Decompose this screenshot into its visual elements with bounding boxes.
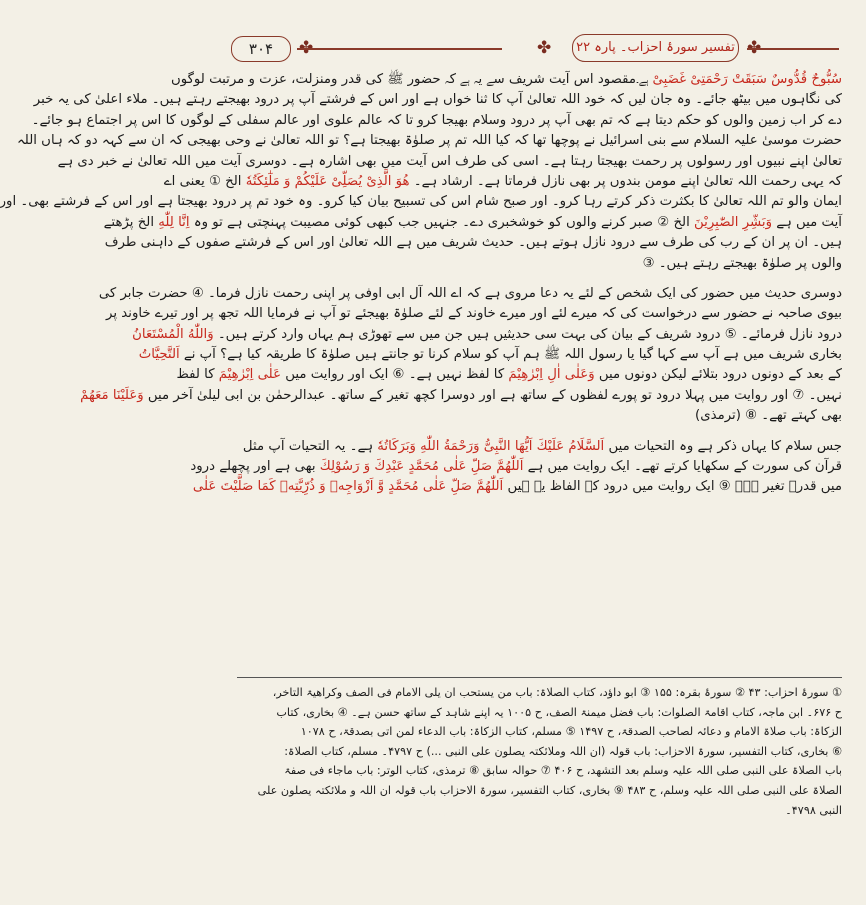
text-line [237, 254, 842, 274]
text-run: آیت میں ہے [772, 214, 842, 230]
text-run: دوسری حدیث میں حضور کی ایک شخص کے لئے یہ دعا مروی ہے کہ اے اللہ آل ابی اوفی پر اپنی رحمت نازل فرما۔ ④ حضرت جابر کی [98, 285, 842, 301]
text-run: نہیں۔ ⑦ اور روایت میں پہلا درود تو پورے لفظوں کے ساتھ ہے اور دوسرا کچھ تغیر کے ساتھ۔ عبدالرحمٰن بن ابی لیلیٰ آخر میں [143, 387, 842, 403]
arabic-quote: وَبَشِّرِ الصّٰبِرِيْنَ [694, 214, 773, 230]
text-run: میں قدرے تغیر ہے۔ ⑨ ایک روایت میں درود کے الفاظ یہ ہیں [503, 479, 842, 495]
text-line [104, 233, 842, 253]
arabic-quote: اَللّٰهُمَّ صَلِّ عَلٰی مُحَمَّدٍ عَبْدِكَ وَ رَسُوْلِكَ [319, 459, 524, 475]
arabic-quote: وَعَلٰی اٰلِ اِبْرٰهِيْمَ [508, 367, 595, 383]
text-run: الخ ① یعنی اے [163, 173, 246, 189]
arabic-quote: اِنَّا لِلّٰهِ [158, 214, 190, 230]
text-line [0, 192, 842, 212]
text-run: جس سلام کا یہاں ذکر ہے وہ التحیات میں [604, 438, 842, 454]
text-line [106, 304, 842, 324]
text-run: کا لفظ [176, 367, 219, 383]
arabic-quote: وَاللّٰهُ الْمُسْتَعَانُ [132, 326, 214, 342]
text-line [31, 111, 842, 131]
paragraph [190, 437, 842, 498]
footnote-line: ⑥ بخاری، کتاب التفسیر، سورۃ الاحزاب: باب قولہ (ان اللہ وملائکتہ یصلون علی النبی ...) ح ۴۷۹۷۔ مسلم، کتاب الصلاۃ: [284, 744, 842, 758]
text-run: والوں پر صلوٰۃ بھیجتے رہتے ہیں۔ ③ [642, 255, 842, 271]
running-title: تفسیر سورۂ احزاب۔ پارہ ۲۲ [572, 34, 739, 62]
text-run: تعالیٰ اپنے نبیوں اور رسولوں پر رحمت بھیجتا رہتا ہے۔ اسی کی طرف اس آیت میں بھی اشارہ ہے۔ دوسری آیت میں اللہ تعالیٰ نے خبر دی ہے [57, 153, 842, 169]
ornament-icon: ✤ [537, 38, 552, 58]
text-line [138, 345, 842, 365]
footnote-line: باب الصلاۃ علی النبی صلی اللہ علیہ وسلم بعد التشھد، ح ۴۰۶ ⑦ حوالہ سابق ⑧ ترمذی، کتاب الوتر: باب ماجاء فی صفۃ [284, 764, 842, 778]
footnote-line: الزکاۃ: باب صلاۃ الامام و دعائہ لصاحب الصدقۃ، ح ۱۴۹۷ ⑤ مسلم، کتاب الزکاۃ: باب الدعاء لمن اتی بصدقۃ، ح ۱۰۷۸ [300, 725, 842, 739]
footnote-divider [237, 677, 842, 678]
text-run: الخ ② صبر کرنے والوں کو خوشخبری دے۔ جنہیں جب کبھی کوئی مصیبت پہنچتی ہے تو وہ [189, 214, 695, 230]
text-run: دے کر اب زمین والوں کو حکم دیتا ہے کہ تم بھی آپ پر درود وسلام بھیجا کرو تا کہ عالم علوی اور عالم سفلی کے لوگوں کا اس پر اجتماع ہو جائے۔ [31, 112, 842, 128]
page-number: ۳۰۴ [231, 36, 291, 62]
text-run: بھی کہتے تھے۔ ⑧ (ترمذی) [695, 408, 842, 424]
text-run: بیوی صاحبہ نے حضور سے درخواست کی کہ میرے لئے اور میرے خاوند کے لئے صلوٰۃ بھیجئے تو آپ نے فرمایا اللہ تجھ پر اور تیرے خاوند پر [106, 306, 842, 322]
text-line [132, 325, 842, 345]
text-run: کے بعد کے دونوں درود بتلائے لیکن دونوں میں [594, 367, 842, 383]
arabic-quote: وَعَلَيْنَا مَعَهُمْ [80, 387, 144, 403]
main-text [0, 70, 842, 506]
page-header [227, 34, 851, 64]
arabic-quote: اَللّٰهُمَّ صَلِّ عَلٰی مُحَمَّدٍ وَّ اَزْوَاجِهٖ وَ ذُرِّيَّتِهٖ كَمَا صَلَّيْتَ عَلٰی [192, 479, 504, 495]
text-run: ایمان والو تم اللہ تعالیٰ کا بکثرت ذکر کرتے رہا کرو۔ اور صبح شام اس کی تسبیح بیان کیا کرو۔ وہ خود تم پر درود بھیجتا ہے اور اس کے فرشتے بھی۔ اور [0, 194, 842, 210]
text-run: حضرت موسیٰ علیہ السلام سے بنی اسرائیل نے پوچھا تھا کہ کیا اللہ تم پر صلوٰۃ بھیجتا ہے؟ تو اللہ تعالیٰ نے وحی بھیجی کہ ان سے کہہ دو کہ ہاں اللہ [17, 133, 842, 149]
header-rule [747, 48, 839, 50]
text-run: درود نازل فرمائے۔ ⑤ درود شریف کے بیان کی بہت سی حدیثیں ہیں جن میں سے تھوڑی ہم یہاں وارد کرتے ہیں۔ [213, 326, 842, 342]
text-line [33, 90, 842, 110]
arabic-quote: سُبُّوحٌ قُدُّوسٌ سَبَقَتْ رَحْمَتِیْ غَضَبِیْ [648, 72, 842, 87]
text-run: ہے۔مقصود اس آیت شریف سے یہ ہے کہ حضور ﷺ کی قدر ومنزلت، عزت و مرتبت لوگوں [170, 72, 649, 87]
text-line [192, 477, 842, 497]
text-run: بھی ہے اور پچھلے درود [190, 459, 320, 475]
text-line [103, 213, 842, 233]
arabic-quote: هُوَ الَّذِیْ يُصَلِّیْ عَلَيْكُمْ وَ مَلٰٓئِكَتُهٗ [245, 173, 410, 189]
text-line [163, 172, 842, 192]
text-line [80, 386, 842, 406]
footnote-line: ① سورۂ احزاب: ۴۳ ② سورۂ بقرہ: ۱۵۵ ③ ابو داؤد، کتاب الصلاۃ: باب من یستحب ان یلی الامام فی الصف وکراھیۃ التاخر، [272, 686, 842, 699]
footnote-line: النبی ۴۷۹۸۔ [785, 803, 842, 817]
text-line [237, 406, 842, 426]
text-run: کی نگاہوں میں بیٹھ جائے۔ وہ جان لیں کہ خود اللہ تعالیٰ آپ کا ثنا خواں ہے اور اس کے فرشتے آپ پر درود بھیجتے رہتے ہیں۔ ملاء اعلیٰ کی یہ خبر [33, 92, 842, 108]
text-run: قرآن کی سورت کے سکھایا کرتے تھے۔ ایک روایت میں ہے [523, 459, 842, 475]
text-line [57, 152, 842, 172]
arabic-quote: عَلٰی اِبْرٰهِيْمَ [218, 367, 282, 383]
footnote-line: ح ۶۷۶۔ ابن ماجہ، کتاب اقامۃ الصلوات: باب فضل میمنۃ الصف، ح ۱۰۰۵ یہ اپنے شاہد کے ساتھ حسن ہے۔ ④ بخاری، کتاب [276, 705, 842, 719]
text-run: الخ پڑھتے [103, 214, 159, 230]
text-run: کا لفظ نہیں ہے۔ ⑥ ایک اور روایت میں [281, 367, 509, 383]
paragraph [80, 284, 842, 427]
text-line [17, 131, 842, 151]
text-run: کہ یہی رحمت اللہ تعالیٰ اپنے مومن بندوں پر بھی نازل فرماتا ہے۔ ارشاد ہے۔ [409, 173, 842, 189]
text-line [176, 365, 842, 385]
text-line [237, 437, 842, 457]
text-run: بخاری شریف میں ہے آپ سے کہا گیا یا رسول اللہ ﷺ ہم آپ کو سلام کرنا تو جانتے ہیں صلوٰۃ کا طریقہ کیا ہے؟ آپ نے [179, 347, 842, 363]
footnote-line: الصلاۃ علی النبی صلی اللہ علیہ وسلم، ح ۴۸۳ ⑨ بخاری، کتاب التفسیر، سورۃ الاحزاب باب قولہ ان اللہ و ملائکتہ یصلون علی [257, 783, 842, 797]
text-run: ہے۔ یہ التحیات آپ مثل [242, 438, 378, 454]
footnotes [237, 683, 842, 820]
arabic-quote: اَلتَّحِيَّاتُ [138, 347, 180, 363]
text-run: ہیں۔ ان پر ان کے رب کی طرف سے درود نازل ہوتے ہیں۔ حدیث شریف میں ہے اللہ تعالیٰ اور اس کے فرشتے صفوں کے داہنی طرف [104, 235, 842, 251]
text-line [98, 284, 842, 304]
paragraph [0, 70, 842, 274]
header-rule [297, 48, 502, 50]
text-line [170, 70, 842, 90]
arabic-quote: اَلسَّلَامُ عَلَيْكَ اَيُّهَا النَّبِیُّ وَرَحْمَةُ اللّٰهِ وَبَرَكَاتُهٗ [377, 438, 605, 454]
text-line [190, 457, 842, 477]
